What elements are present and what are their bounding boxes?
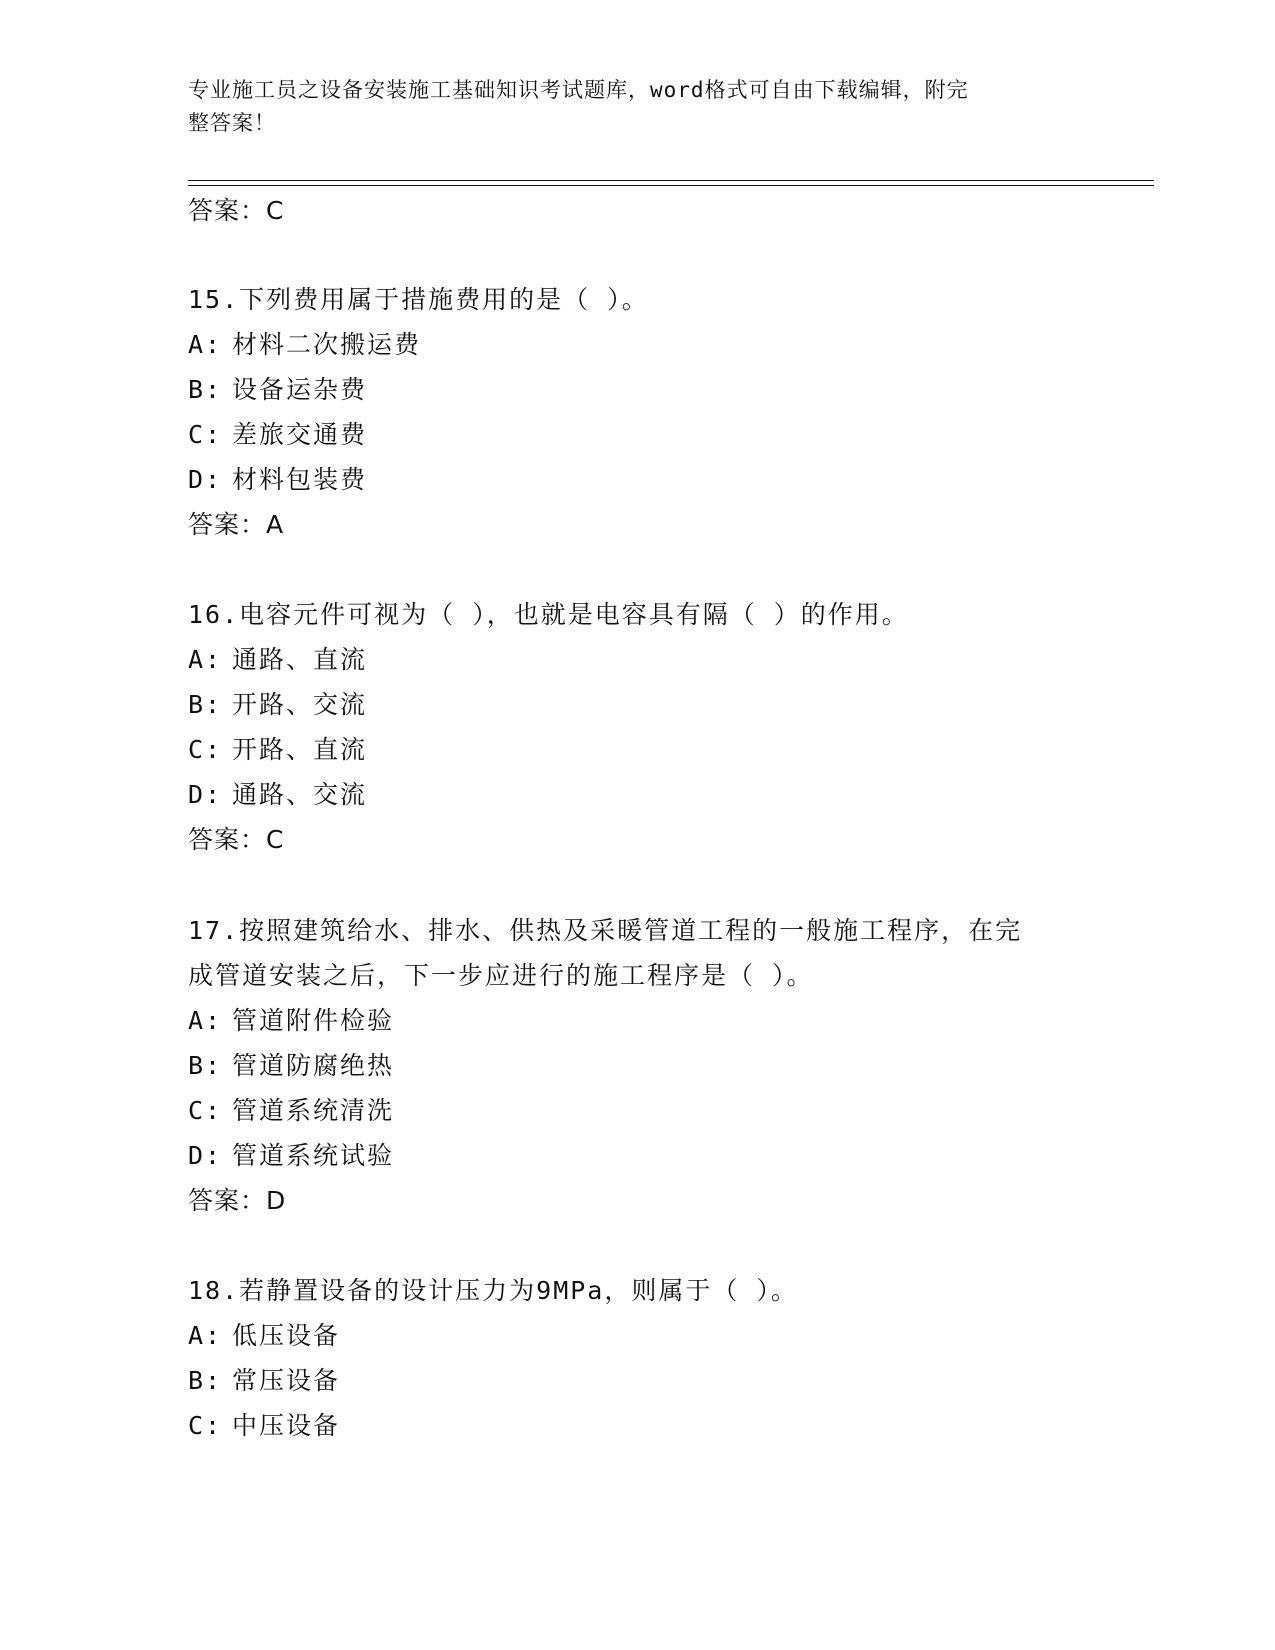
question-17-option-c [188, 1096, 394, 1126]
answer-14: 答案：C [188, 196, 285, 225]
question-17-option-d [188, 1141, 394, 1171]
question-16-option-b [188, 690, 367, 720]
option-text: 开路、直流 [232, 735, 368, 764]
option-text: 通路、直流 [232, 645, 368, 674]
option-text: 差旅交通费 [232, 420, 368, 449]
option-label: C: [188, 420, 223, 449]
option-label: D: [188, 780, 223, 809]
option-label: C: [188, 1096, 223, 1125]
option-label: D: [188, 1141, 223, 1170]
header-line-2: 整答案！ [188, 111, 276, 135]
option-text: 通路、交流 [232, 780, 368, 809]
option-text: 管道附件检验 [232, 1006, 395, 1035]
header-line-1: 专业施工员之设备安装施工基础知识考试题库，word格式可自由下载编辑，附完 [188, 78, 969, 102]
header-divider-bottom [188, 185, 1154, 186]
question-17-stem-line-1: 17.按照建筑给水、排水、供热及采暖管道工程的一般施工程序，在完 [188, 916, 1023, 945]
option-label: A: [188, 1321, 223, 1350]
option-text: 低压设备 [232, 1321, 341, 1350]
option-text: 管道防腐绝热 [232, 1051, 395, 1080]
question-17-option-a [188, 1006, 394, 1036]
option-label: D: [188, 465, 223, 494]
option-text: 材料包装费 [232, 465, 368, 494]
question-17-option-b [188, 1051, 394, 1081]
header-divider-top [188, 180, 1154, 181]
question-15-option-d [188, 465, 367, 495]
question-15-stem: 15.下列费用属于措施费用的是（ ）。 [188, 285, 649, 314]
option-text: 设备运杂费 [232, 375, 368, 404]
question-17-stem-line-2: 成管道安装之后，下一步应进行的施工程序是（ ）。 [188, 961, 814, 990]
question-18-option-a [188, 1321, 340, 1351]
option-text: 管道系统试验 [232, 1141, 395, 1170]
question-18-option-b [188, 1366, 340, 1396]
option-label: A: [188, 1006, 223, 1035]
question-16-option-d [188, 780, 367, 810]
option-label: B: [188, 1051, 223, 1080]
option-text: 材料二次搬运费 [232, 330, 422, 359]
question-15-option-c [188, 420, 367, 450]
option-label: B: [188, 375, 223, 404]
option-text: 开路、交流 [232, 690, 368, 719]
option-label: B: [188, 1366, 223, 1395]
document-header [188, 74, 1068, 140]
answer-16: 答案：C [188, 825, 285, 854]
question-15-option-b [188, 375, 367, 405]
option-text: 中压设备 [232, 1411, 341, 1440]
option-label: C: [188, 735, 223, 764]
question-16-stem: 16.电容元件可视为（ ），也就是电容具有隔（ ）的作用。 [188, 600, 909, 629]
question-18-option-c [188, 1411, 340, 1441]
answer-15: 答案：A [188, 510, 285, 539]
question-16-option-c [188, 735, 367, 765]
question-15-option-a [188, 330, 421, 360]
question-18-stem: 18.若静置设备的设计压力为9MPa，则属于（ ）。 [188, 1276, 798, 1305]
question-16-option-a [188, 645, 367, 675]
option-text: 常压设备 [232, 1366, 341, 1395]
option-label: A: [188, 645, 223, 674]
option-label: B: [188, 690, 223, 719]
option-label: A: [188, 330, 223, 359]
answer-17: 答案：D [188, 1186, 287, 1215]
option-text: 管道系统清洗 [232, 1096, 395, 1125]
option-label: C: [188, 1411, 223, 1440]
